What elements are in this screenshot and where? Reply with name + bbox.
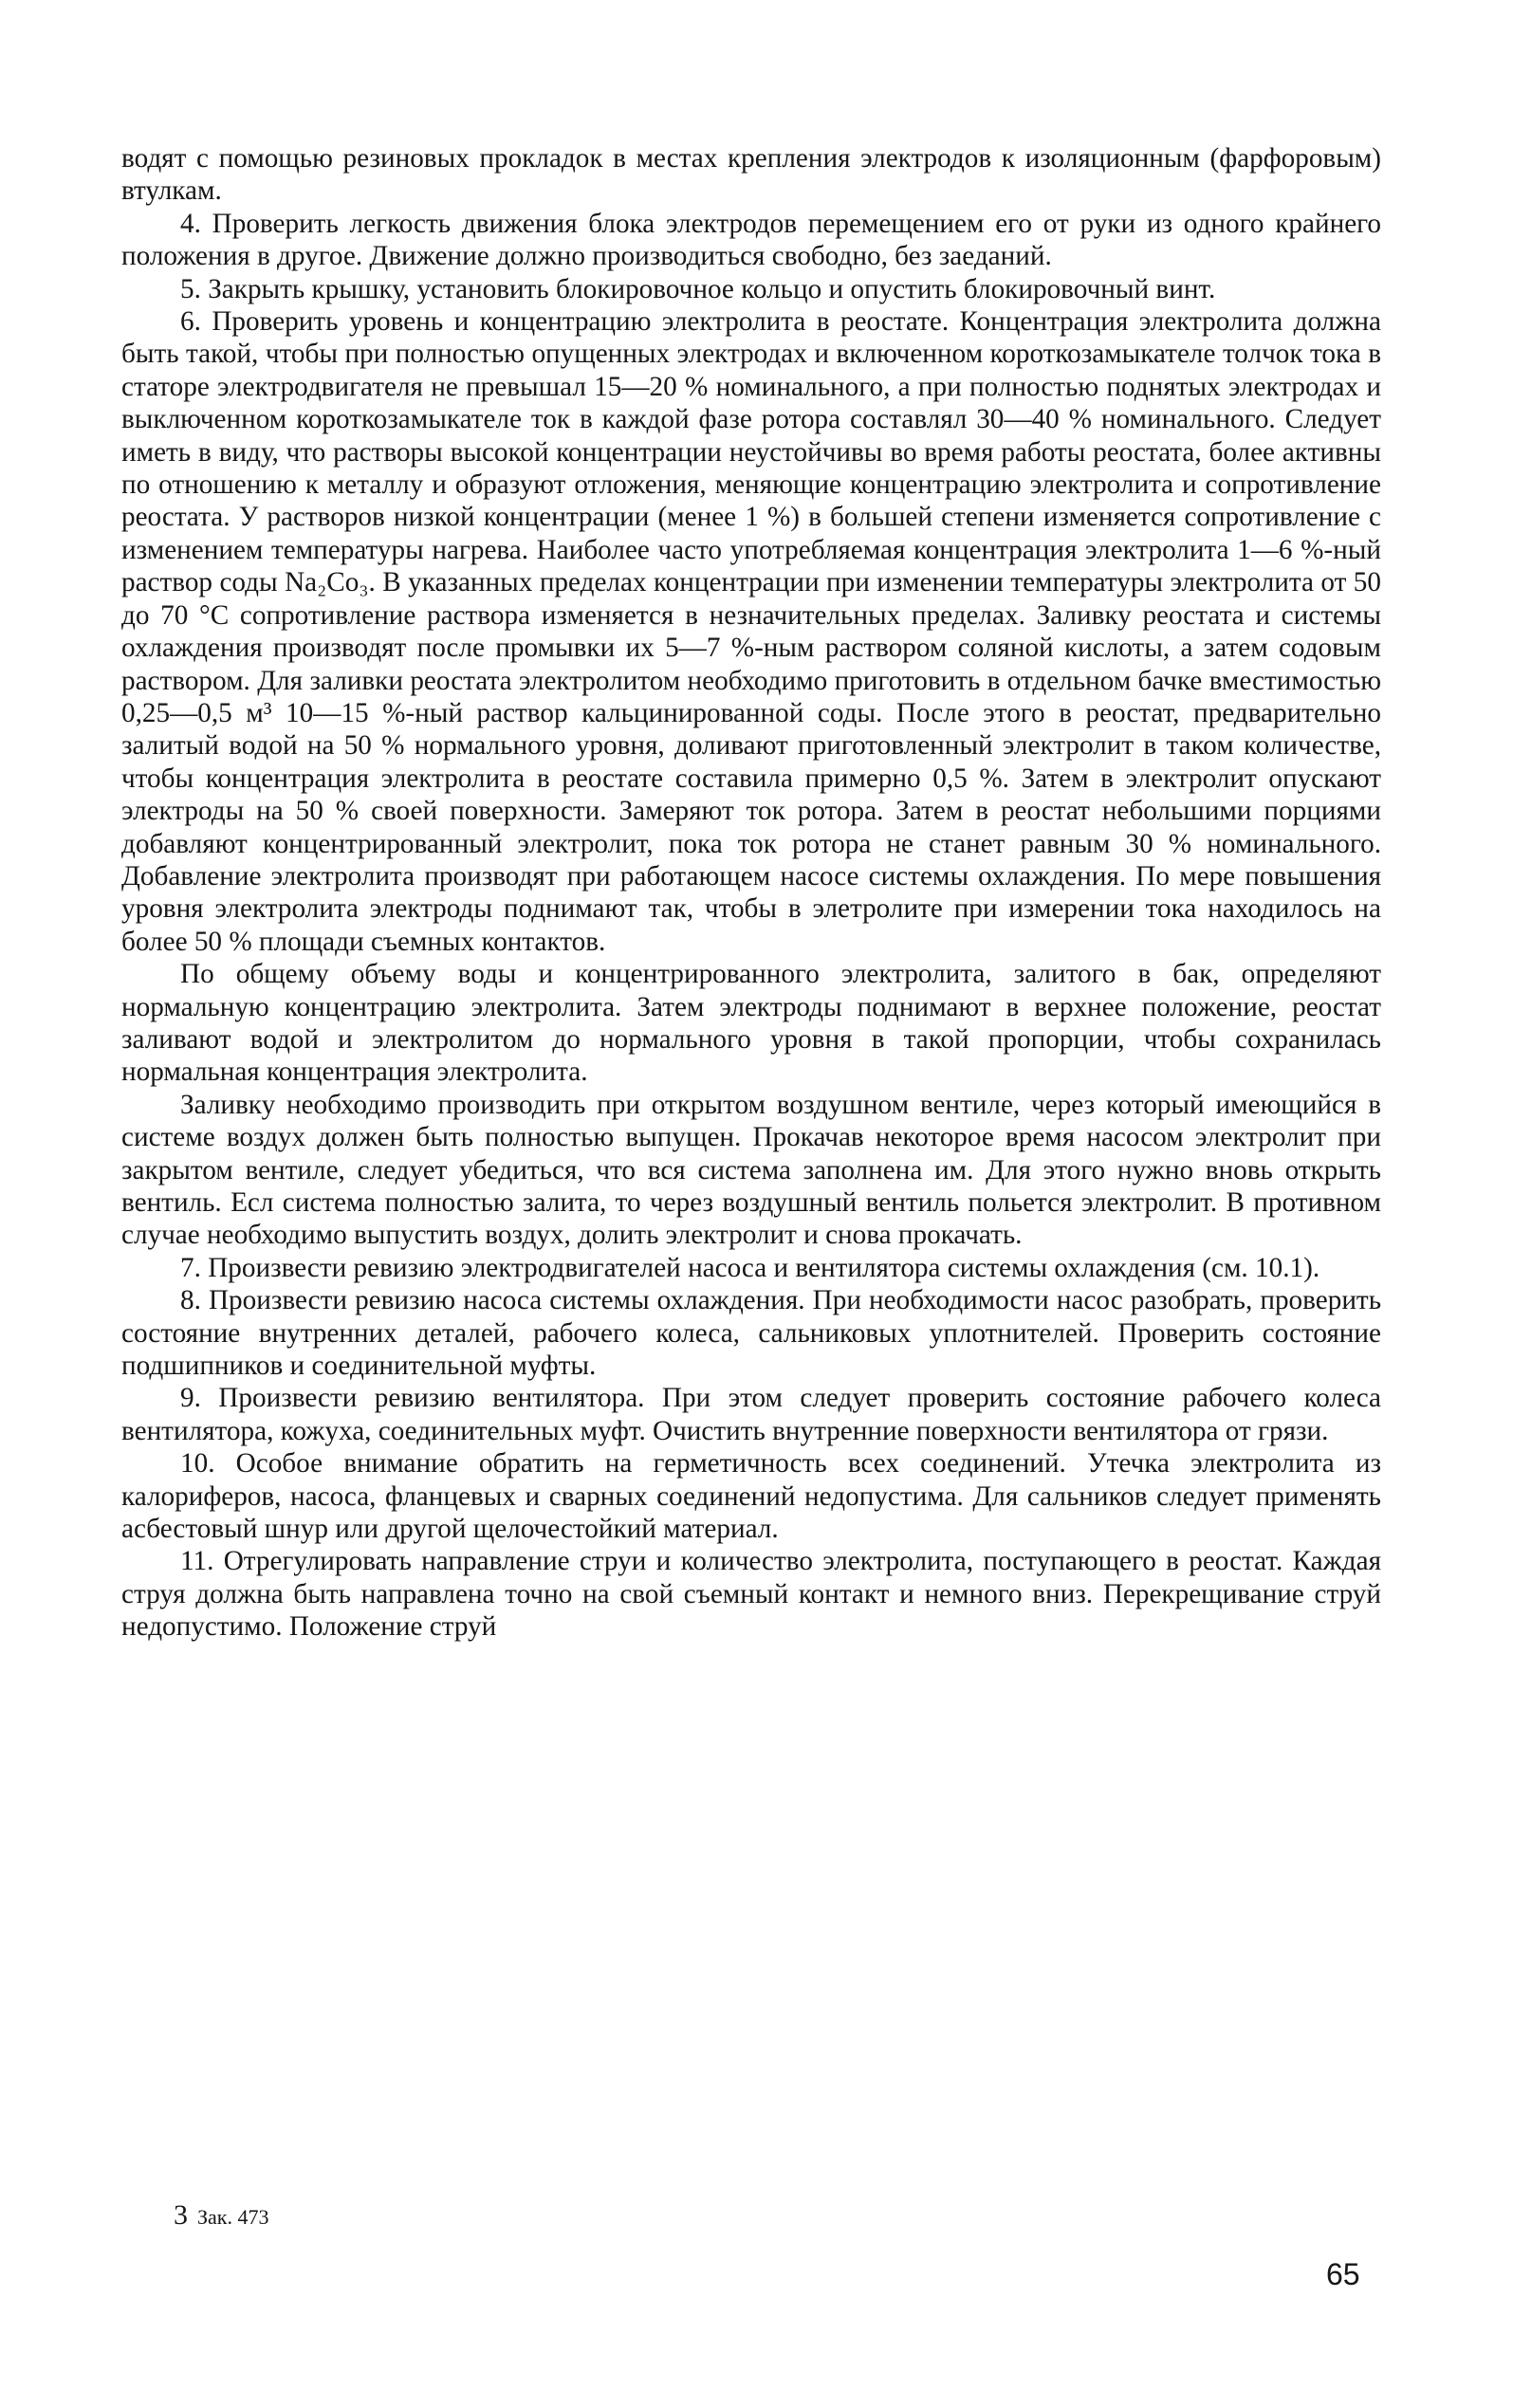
paragraph-item-5: 5. Закрыть крышку, установить блокировочное кольцо и опустить блокировочный винт.	[180, 273, 1216, 304]
paragraph-item-8: 8. Произвести ревизию насоса системы охлаждения. При необходимости насос разобрать, проверить состояние внутренних деталей, рабочего колеса, сальниковых уплотнителей. Проверить состояние подшипников и соединительной муфты.	[121, 1285, 1381, 1382]
paragraph-item-11: 11. Отрегулировать направление струи и количество электролита, поступающего в реостат. Каждая струя должна быть направлена точно на свой съемный контакт и немного вниз. Перекрещивание струй недопустимо. Положение струй	[121, 1546, 1381, 1643]
paragraph-item-10: 10. Особое внимание обратить на герметичность всех соединений. Утечка электролита из калориферов, насоса, фланцевых и сварных соединений недопустима. Для сальников следует применять асбестовый шнур или другой щелочестойкий материал.	[121, 1448, 1381, 1545]
page-number: 65	[1326, 2257, 1360, 2291]
paragraph-item-6: 6. Проверить уровень и концентрацию электролита в реостате. Концентрация электролита должна быть такой, чтобы при полностью опущенных электродах и включенном короткозамыкателе толчок тока в статоре электродвигателя не превышал 15—20 % номинального, а при полностью поднятых электродах и выключенном короткозамыкателе ток в каждой фазе ротора составлял 30—40 % номинального. Следует иметь в виду, что растворы высокой концентрации неустойчивы во время работы реостата, более активны по отношению к металлу и образуют отложения, меняющие концентрацию электролита и сопротивление реостата. У растворов низкой концентрации (менее 1 %) в большей степени изменяется сопротивление с изменением температуры нагрева. Наиболее часто употребляемая концентрация электролита 1—6 %-ный раствор соды Na₂Co₃. В указанных пределах концентрации при изменении температуры электролита от 50 до 70 °С сопротивление раствора изменяется в незначительных пределах. Заливку реостата и системы охлаждения производят после промывки их 5—7 %-ным раствором соляной кислоты, а затем содовым раствором. Для заливки реостата электролитом необходимо приготовить в отдельном бачке вместимостью 0,25—0,5 м³ 10—15 %-ный раствор кальцинированной соды. После этого в реостат, предварительно залитый водой на 50 % нормального уровня, доливают приготовленный электролит в таком количестве, чтобы концентрация электролита в реостате составила примерно 0,5 %. Затем в электролит опускают электроды на 50 % своей поверхности. Замеряют ток ротора. Затем в реостат небольшими порциями добавляют концентрированный электролит, пока ток ротора не станет равным 30 % номинального. Добавление электролита производят при работающем насосе системы охлаждения. По мере повышения уровня электролита электроды поднимают так, чтобы в элетролите при измерении тока находилось на более 50 % площади съемных контактов.	[121, 306, 1381, 957]
page-body	[121, 142, 1381, 1644]
paragraph-item-7: 7. Произвести ревизию электродвигателей насоса и вентилятора системы охлаждения (см. 10.1).	[180, 1252, 1320, 1283]
order-label: Зак. 473	[197, 2205, 269, 2229]
print-signature	[174, 2198, 268, 2234]
signature-number: 3	[174, 2199, 188, 2231]
paragraph-item-9: 9. Произвести ревизию вентилятора. При этом следует проверить состояние рабочего колеса вентилятора, кожуха, соединительных муфт. Очистить внутренние поверхности вентилятора от грязи.	[121, 1383, 1381, 1446]
paragraph-filling: Заливку необходимо производить при открытом воздушном вентиле, через который имеющийся в системе воздух должен быть полностью выпущен. Прокачав некоторое время насосом электролит при закрытом вентиле, следует убедиться, что вся система заполнена им. Для этого нужно вновь открыть вентиль. Есл система полностью залита, то через воздушный вентиль польется электролит. В противном случае необходимо выпустить воздух, долить электролит и снова прокачать.	[121, 1089, 1381, 1251]
paragraph-electrolyte-concentration: По общему объему воды и концентрированного электролита, залитого в бак, определяют нормальную концентрацию электролита. Затем электроды поднимают в верхнее положение, реостат заливают водой и электролитом до нормального уровня в такой пропорции, чтобы сохранилась нормальная концентрация электролита.	[121, 959, 1381, 1088]
paragraph-item-4: 4. Проверить легкость движения блока электродов перемещением его от руки из одного крайнего положения в другое. Движение должно производиться свободно, без заеданий.	[121, 208, 1381, 272]
paragraph-continuation: водят с помощью резиновых прокладок в местах крепления электродов к изоляционным (фарфоровым) втулкам.	[121, 143, 1381, 207]
